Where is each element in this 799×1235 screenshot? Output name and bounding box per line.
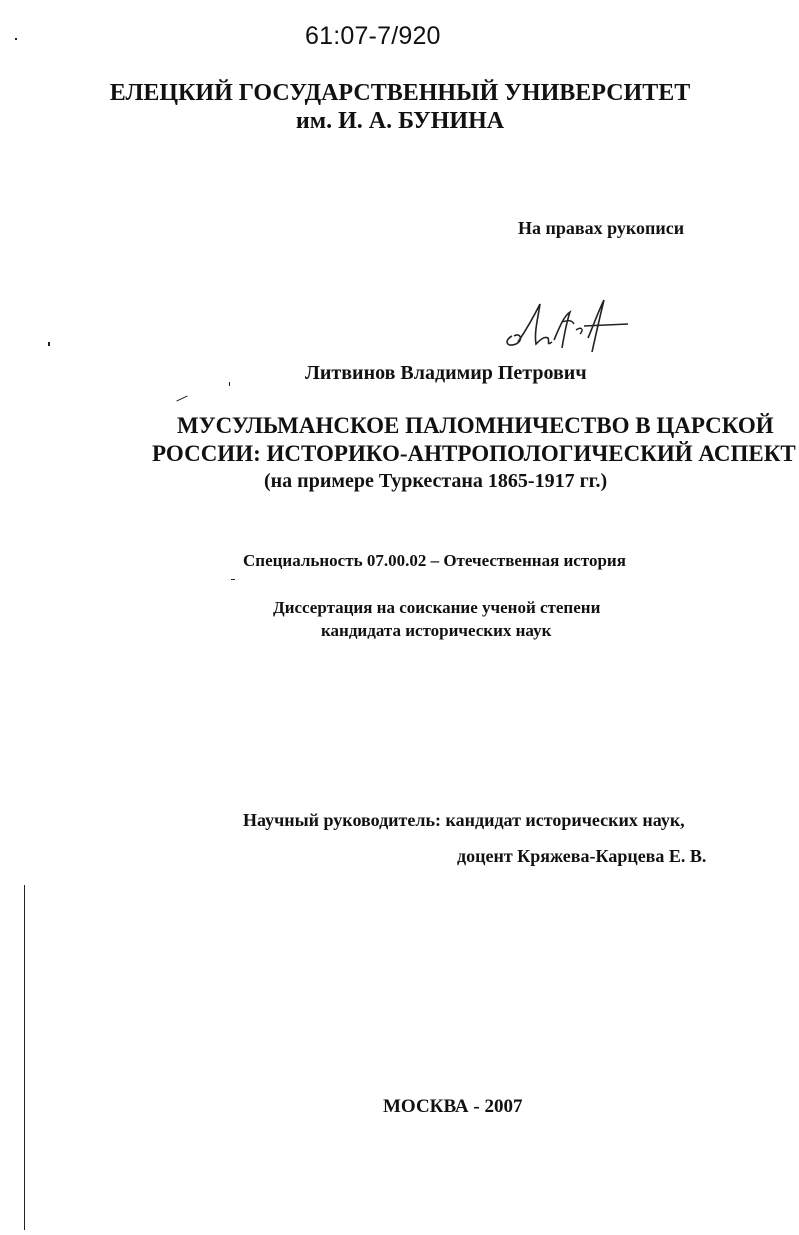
author-name: Литвинов Владимир Петрович [305,362,587,384]
supervisor-line-2: доцент Кряжева-Карцева Е. В. [457,846,707,866]
dissertation-subtitle: (на примере Туркестана 1865-1917 гг.) [264,470,608,492]
university-name: ЕЛЕЦКИЙ ГОСУДАРСТВЕННЫЙ УНИВЕРСИТЕТ [109,80,691,106]
scan-speck [48,342,50,346]
scan-speck [15,38,17,40]
degree-line-1: Диссертация на соискание ученой степени [273,598,601,617]
supervisor-line-1: Научный руководитель: кандидат исторических наук, [243,810,685,830]
degree-line-2: кандидата исторических наук [321,621,552,640]
dissertation-title-line-2: РОССИИ: ИСТОРИКО-АНТРОПОЛОГИЧЕСКИЙ АСПЕКТ [152,441,796,466]
scan-dash [176,396,187,402]
dissertation-title-line-1: МУСУЛЬМАНСКОЕ ПАЛОМНИЧЕСТВО В ЦАРСКОЙ [177,413,774,438]
university-honorific: им. И. А. БУНИНА [295,108,505,134]
specialty: Специальность 07.00.02 – Отечественная история [243,551,626,570]
catalog-number: 61:07-7/920 [305,22,441,50]
signature-image [500,296,630,358]
city-year: МОСКВА - 2007 [383,1096,523,1117]
rights-notice: На правах рукописи [518,218,685,238]
scan-edge-line [24,885,25,1230]
scan-speck [231,579,235,580]
scan-speck [229,382,230,386]
